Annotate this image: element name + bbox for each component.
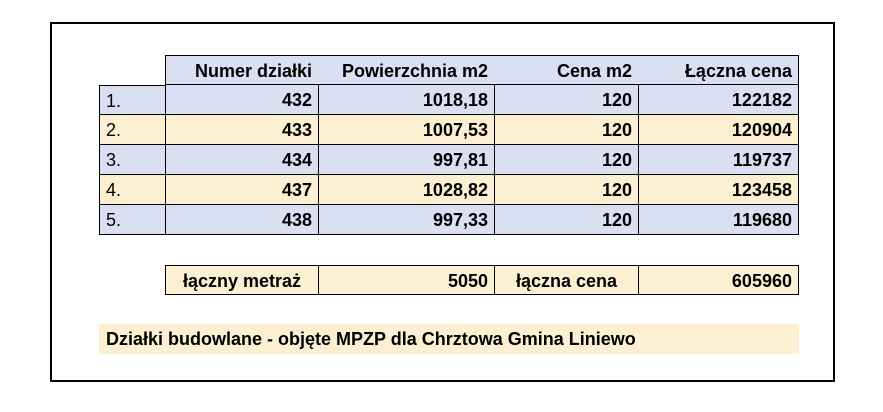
row-index: 2. [99,115,165,145]
cell-numer: 433 [165,115,318,145]
cell-powierzchnia: 997,81 [318,145,494,175]
summary-metraz-value: 5050 [318,265,494,295]
cell-cena: 120 [494,115,638,145]
summary-metraz-label: łączny metraż [165,265,318,295]
row-index: 4. [99,175,165,205]
cell-powierzchnia: 997,33 [318,205,494,235]
row-index: 1. [99,85,165,115]
summary-cena-value: 605960 [638,265,799,295]
cell-cena: 120 [494,175,638,205]
row-index: 3. [99,145,165,175]
cell-laczna: 119737 [638,145,799,175]
cell-cena: 120 [494,85,638,115]
cell-numer: 438 [165,205,318,235]
header-numer-dzialki: Numer działki [165,55,318,85]
cell-laczna: 119680 [638,205,799,235]
cell-numer: 437 [165,175,318,205]
header-laczna-cena: Łączna cena [638,55,799,85]
row-index: 5. [99,205,165,235]
cell-numer: 432 [165,85,318,115]
footer-note: Działki budowlane - objęte MPZP dla Chrztowa Gmina Liniewo [99,324,799,354]
cell-laczna: 120904 [638,115,799,145]
cell-laczna: 122182 [638,85,799,115]
cell-laczna: 123458 [638,175,799,205]
cell-powierzchnia: 1007,53 [318,115,494,145]
header-powierzchnia: Powierzchnia m2 [318,55,494,85]
cell-cena: 120 [494,205,638,235]
summary-cena-label: łączna cena [494,265,638,295]
header-cena-m2: Cena m2 [494,55,638,85]
cell-powierzchnia: 1018,18 [318,85,494,115]
cell-powierzchnia: 1028,82 [318,175,494,205]
cell-numer: 434 [165,145,318,175]
cell-cena: 120 [494,145,638,175]
